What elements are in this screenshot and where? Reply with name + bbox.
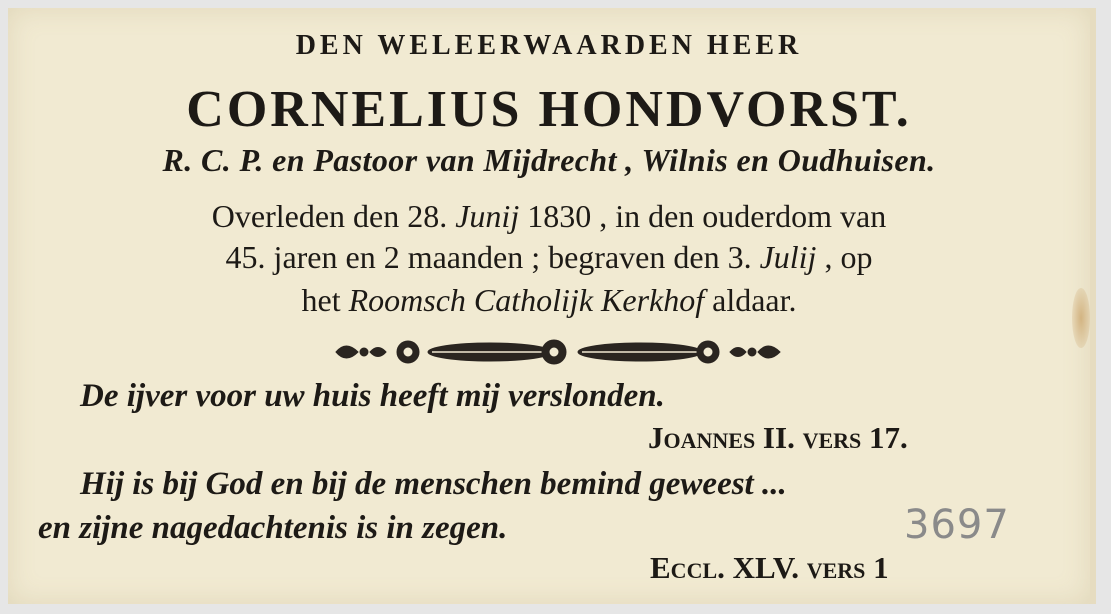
obituary-card [8,8,1096,604]
scripture-reference-1: Joannes II. vers 17. [648,420,908,455]
month-death: Junij [455,198,520,234]
cemetery-name: Roomsch Catholijk Kerkhof [348,282,705,318]
death-notice-line-1 [8,198,1090,235]
deceased-name: CORNELIUS HONDVORST. [186,81,912,138]
pencil-inventory-number: 3697 [904,502,1010,548]
heading-honorific: DEN WELEERWAARDEN HEER [295,30,803,61]
scripture-quote-2-line-1: Hij is bij God en bij de menschen bemind geweest ... [80,466,787,502]
death-notice-text: 45. jaren en 2 maanden ; begraven den 3. [225,239,760,275]
death-notice-text: Overleden den 28. [211,198,456,234]
death-notice-line-2 [8,239,1090,276]
death-notice-line-3 [8,282,1090,319]
death-notice-text: 1830 , in den ouderdom van [519,198,887,234]
death-notice-text: , op [816,239,873,275]
deceased-title: R. C. P. en Pastoor van Mijdrecht , Wilnis en Oudhuisen. [162,142,936,178]
ornament-divider [328,334,788,370]
scripture-reference-2: Eccl. XLV. vers 1 [650,550,889,585]
month-burial: Julij [759,239,817,275]
scripture-quote-2-line-2: en zijne nagedachtenis is in zegen. [38,510,508,546]
death-notice-text: het [301,282,349,318]
scripture-quote-1: De ijver voor uw huis heeft mij verslonden. [80,378,665,414]
death-notice-text: aldaar. [704,282,797,318]
